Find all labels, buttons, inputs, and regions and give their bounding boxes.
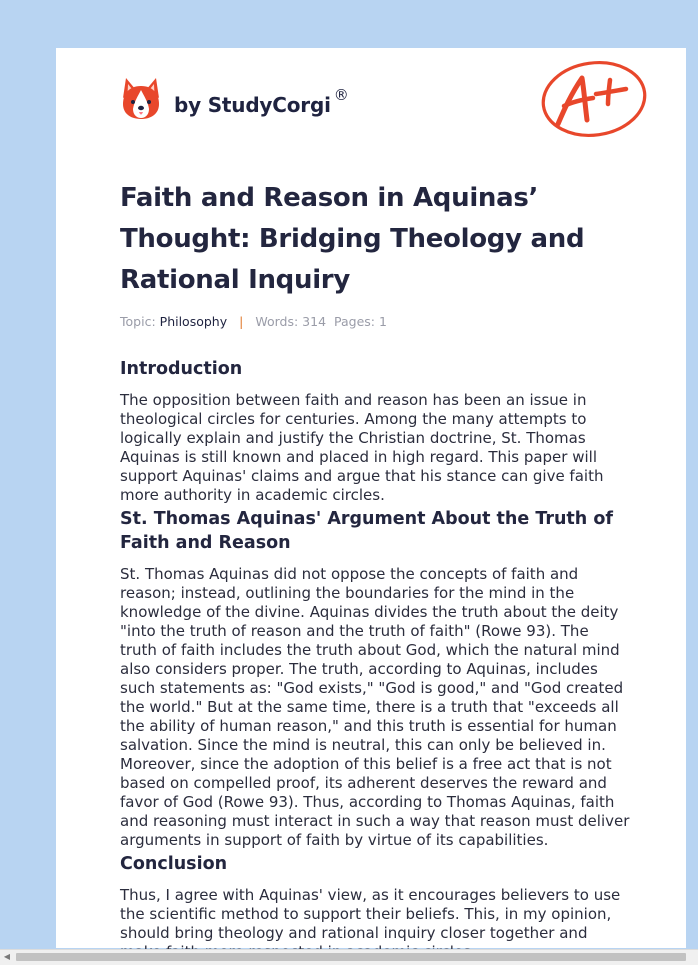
article-title: Faith and Reason in Aquinas’ Thought: Bridging Theology and Rational Inquiry [120,183,585,295]
section-heading-conclusion: Conclusion [120,854,228,874]
meta-separator: | [239,313,244,329]
section-text-argument: St. Thomas Aquinas did not oppose the concepts of faith and reason; instead, outlining the boundaries for the mind in the knowledge of the divine. Aquinas divides the truth about the deity "into the truth of reason and the truth of faith" (Rowe 93). The truth of faith includes the truth about God, which the natural mind also considers proper. The truth, according to Aquinas, includes such statements as: "God exists," "God is good," and "God created the world." But at the same time, there is a truth that "exceeds all the ability of human reason," and this truth is essential for human salvation. Since the mind is neutral, this can only be believed in. Moreover, since the adoption of this belief is a free act that is not based on compelled proof, its adherent deserves the reward and favor of God (Rowe 93). Thus, according to Thomas Aquinas, faith and reasoning must interact in such a way that reason must deliver arguments in support of faith by virtue of its capabilities. [120,565,630,849]
horizontal-scrollbar[interactable] [0,949,698,965]
section-text-conclusion: Thus, I agree with Aquinas' view, as it encourages believers to use the scientific method to support their beliefs. This, in my opinion, should bring theology and rational inquiry closer together and [120,886,621,942]
topic-label: Topic: [120,313,156,329]
arrow-left-icon[interactable]: ◀ [3,952,11,961]
document-page [56,48,686,948]
brand-name: by StudyCorgi ® [174,86,349,117]
scrollbar-thumb[interactable] [16,953,686,961]
section-text-introduction: The opposition between faith and reason has been an issue in theological circles for centuries. Among the many attempts to logically explain and justify the Christian doctrine, St. Thomas Aquinas is still known and placed in high regard. This paper will support Aquinas' claims and argue that his stance can give faith more authority in academic circles. [120,391,604,504]
a-plus-grade-icon [538,58,648,140]
article-meta [120,311,630,331]
section-heading-introduction: Introduction [120,359,243,379]
corgi-logo-icon [120,76,162,120]
registered-mark: ® [333,86,349,104]
article [120,178,630,962]
section-heading-argument: St. Thomas Aquinas' Argument About the Truth of Faith and Reason [120,509,613,553]
word-count: Words: 314 [255,313,327,329]
page-count: Pages: 1 [334,313,387,329]
brand[interactable] [120,76,349,120]
topic-link[interactable]: Philosophy [159,313,228,329]
